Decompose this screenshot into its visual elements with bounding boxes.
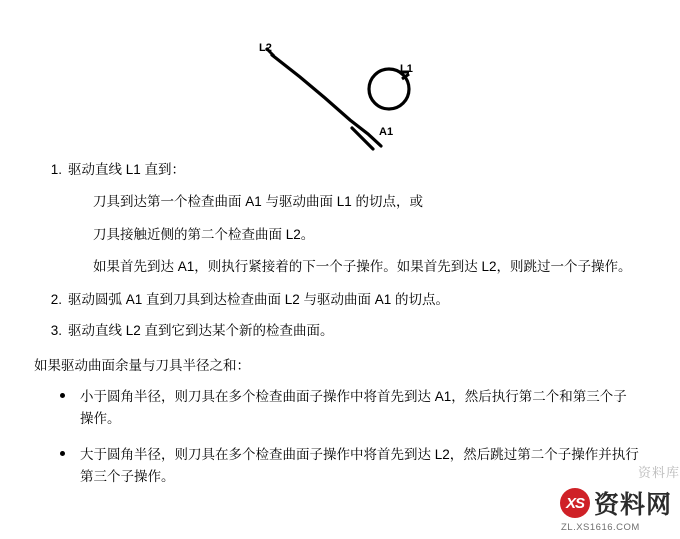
watermark-badge-icon: XS: [560, 488, 590, 518]
watermark-logo-row: [560, 485, 672, 521]
bullet-dot-icon: [60, 393, 65, 398]
list-item: [34, 444, 640, 488]
circle-a1: [369, 69, 409, 109]
watermark-logo: [560, 485, 672, 533]
list-item: [34, 160, 640, 278]
watermark-logo-url: ZL.XS1616.COM: [560, 522, 640, 533]
figure-label-l1: L1: [400, 63, 413, 75]
intro-paragraph: 如果驱动曲面余量与刀具半径之和：: [34, 357, 250, 373]
list-item: [34, 290, 640, 311]
steps-list: [34, 160, 640, 342]
watermark-logo-name: 资料网: [593, 491, 672, 519]
line-l2-stroke: [272, 55, 381, 146]
bullet-dot-icon: [60, 451, 65, 456]
step-number: 1.: [50, 162, 62, 177]
figure-label-a1: A1: [379, 126, 394, 138]
list-item: [34, 321, 640, 342]
figure-label-l2: L2: [259, 42, 272, 54]
step-title: 驱动圆弧 A1 直到刀具到达检查曲面 L2 与驱动曲面 A1 的切点。: [68, 291, 450, 307]
watermark-right-text: 资料库: [637, 465, 680, 480]
step-number: 2.: [50, 291, 62, 307]
bullet-text: 大于圆角半径，则刀具在多个检查曲面子操作中将首先到达 L2，然后跳过第二个子操作并执行第三个子操作。: [80, 447, 639, 485]
step-paragraph: 如果首先到达 A1，则执行紧接着的下一个子操作。如果首先到达 L2，则跳过一个子操作。: [93, 259, 632, 275]
bullet-text: 小于圆角半径，则刀具在多个检查曲面子操作中将首先到达 A1，然后执行第二个和第三个子操作。: [80, 389, 627, 427]
step-title: 驱动直线 L2 直到它到达某个新的检查曲面。: [68, 322, 334, 338]
step-title: 驱动直线 L1 直到：: [68, 162, 186, 177]
document-body: [0, 160, 680, 488]
step-paragraph: 刀具接触近侧的第二个检查曲面 L2。: [93, 226, 315, 242]
step-number: 3.: [50, 322, 62, 338]
list-item: [34, 386, 640, 430]
figure-svg: [0, 0, 680, 160]
step-paragraph: 刀具到达第一个检查曲面 A1 与驱动曲面 L1 的切点，或: [93, 193, 424, 209]
bullet-list: [34, 386, 640, 487]
figure-diagram: [0, 0, 680, 160]
